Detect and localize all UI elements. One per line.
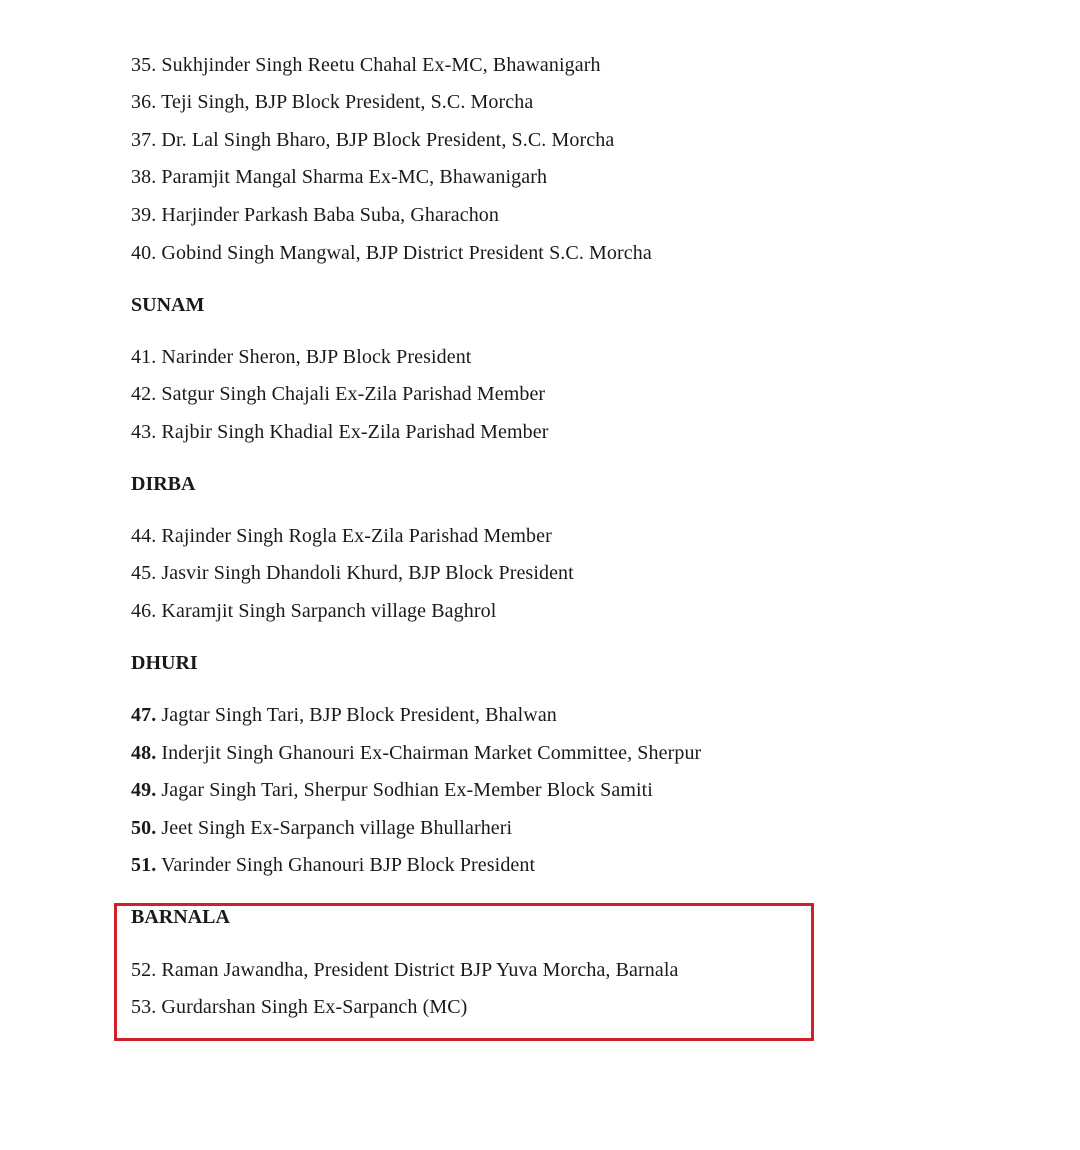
section-heading-barnala: BARNALA (131, 906, 230, 928)
list-item (131, 816, 512, 840)
item-text: Inderjit Singh Ghanouri Ex-Chairman Market Committee, Sherpur (161, 742, 702, 764)
item-number: 39. (131, 204, 157, 226)
item-text: Varinder Singh Ghanouri BJP Block President (161, 854, 536, 876)
item-text: Karamjit Singh Sarpanch village Baghrol (161, 600, 497, 622)
item-text: Jasvir Singh Dhandoli Khurd, BJP Block President (161, 562, 574, 584)
list-item (131, 345, 471, 369)
list-item (131, 703, 557, 727)
item-number: 44. (131, 525, 157, 547)
item-text: Rajbir Singh Khadial Ex-Zila Parishad Member (161, 421, 549, 443)
item-number: 53. (131, 996, 157, 1018)
item-text: Gurdarshan Singh Ex-Sarpanch (MC) (161, 996, 468, 1018)
list-item (131, 165, 547, 189)
list-item (131, 958, 679, 982)
item-number: 49. (131, 779, 157, 801)
section-heading-dhuri: DHURI (131, 652, 198, 674)
list-item (131, 524, 552, 548)
item-number: 50. (131, 817, 157, 839)
item-number: 40. (131, 242, 157, 264)
item-number: 51. (131, 854, 157, 876)
list-item (131, 853, 535, 877)
item-text: Narinder Sheron, BJP Block President (161, 346, 472, 368)
item-text: Dr. Lal Singh Bharo, BJP Block President, S.C. Morcha (161, 129, 615, 151)
item-text: Jagtar Singh Tari, BJP Block President, Bhalwan (161, 704, 557, 726)
list-item (131, 599, 496, 623)
item-number: 47. (131, 704, 157, 726)
list-item (131, 53, 601, 77)
list-item (131, 778, 653, 802)
item-text: Teji Singh, BJP Block President, S.C. Morcha (161, 91, 534, 113)
item-number: 46. (131, 600, 157, 622)
item-text: Raman Jawandha, President District BJP Yuva Morcha, Barnala (161, 959, 679, 981)
item-text: Jeet Singh Ex-Sarpanch village Bhullarheri (161, 817, 513, 839)
item-number: 43. (131, 421, 157, 443)
item-text: Gobind Singh Mangwal, BJP District President S.C. Morcha (161, 242, 652, 264)
item-number: 37. (131, 129, 157, 151)
list-item (131, 995, 467, 1019)
item-number: 42. (131, 383, 157, 405)
list-item (131, 90, 533, 114)
item-text: Paramjit Mangal Sharma Ex-MC, Bhawanigarh (161, 166, 548, 188)
item-number: 38. (131, 166, 157, 188)
list-item (131, 382, 545, 406)
list-item (131, 420, 549, 444)
item-number: 41. (131, 346, 157, 368)
item-text: Satgur Singh Chajali Ex-Zila Parishad Member (161, 383, 546, 405)
item-text: Jagar Singh Tari, Sherpur Sodhian Ex-Member Block Samiti (161, 779, 653, 801)
item-text: Rajinder Singh Rogla Ex-Zila Parishad Member (161, 525, 552, 547)
section-heading-dirba: DIRBA (131, 473, 196, 495)
item-number: 36. (131, 91, 157, 113)
list-item (131, 241, 652, 265)
item-number: 45. (131, 562, 157, 584)
list-item (131, 561, 574, 585)
list-item (131, 741, 701, 765)
list-item (131, 203, 499, 227)
item-text: Harjinder Parkash Baba Suba, Gharachon (161, 204, 500, 226)
list-item (131, 128, 614, 152)
item-number: 35. (131, 54, 157, 76)
item-number: 48. (131, 742, 157, 764)
section-heading-sunam: SUNAM (131, 294, 205, 316)
item-number: 52. (131, 959, 157, 981)
item-text: Sukhjinder Singh Reetu Chahal Ex-MC, Bhawanigarh (161, 54, 601, 76)
